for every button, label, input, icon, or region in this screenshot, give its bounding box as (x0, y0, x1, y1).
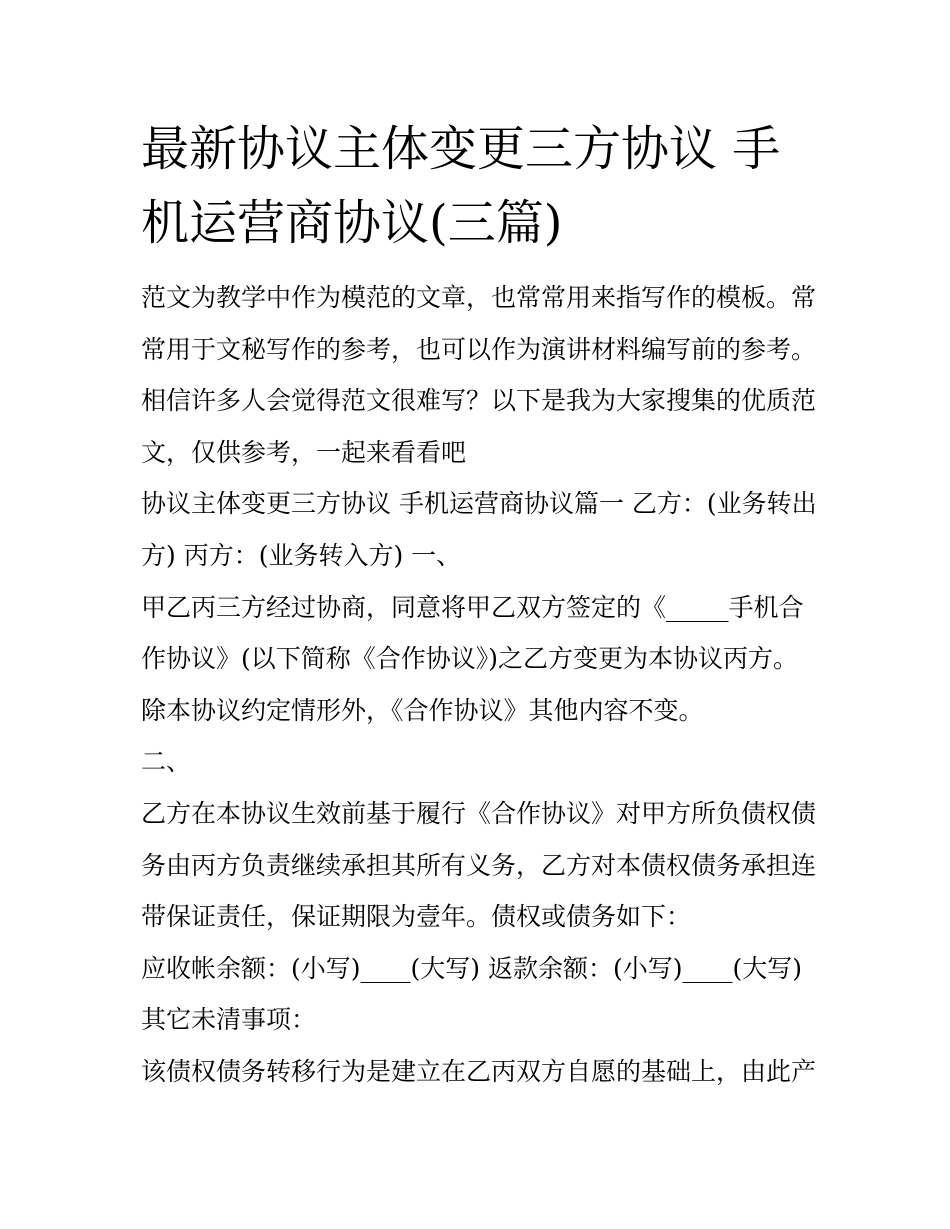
title-line: 机运营商协议(三篇) (141, 195, 563, 251)
text-line: 应收帐余额：(小写)____(大写) 返款余额：(小写)____(大写) (141, 953, 802, 983)
section-heading-paragraph (141, 478, 817, 581)
text-line: 方) 丙方：(业务转入方) 一、 (141, 540, 462, 570)
clause-two-paragraph (141, 788, 817, 943)
document-content (141, 112, 817, 1098)
text-line: 该债权债务转移行为是建立在乙丙双方自愿的基础上，由此产 (141, 1056, 817, 1086)
balance-paragraph (141, 943, 813, 1046)
text-line: 二、 (141, 747, 192, 777)
text-line: 协议主体变更三方协议 手机运营商协议篇一 乙方：(业务转出 (141, 489, 817, 519)
document-title (141, 112, 813, 260)
text-line: 务由丙方负责继续承担其所有义务，乙方对本债权债务承担连 (141, 850, 817, 880)
text-line: 其它未清事项： (141, 1005, 317, 1035)
title-line: 最新协议主体变更三方协议 手 (141, 121, 781, 177)
text-line: 相信许多人会觉得范文很难写？以下是我为大家搜集的优质范 (141, 386, 817, 416)
clause-two-heading (141, 736, 813, 788)
text-line: 除本协议约定情形外，《合作协议》其他内容不变。 (141, 695, 704, 725)
text-line: 作协议》(以下简称《合作协议》)之乙方变更为本协议丙方。 (141, 644, 799, 674)
text-line: 甲乙丙三方经过协商，同意将甲乙双方签定的《_____手机合 (141, 592, 804, 622)
transfer-paragraph (141, 1046, 817, 1098)
text-line: 常用于文秘写作的参考，也可以作为演讲材料编写前的参考。 (141, 334, 817, 364)
text-line: 乙方在本协议生效前基于履行《合作协议》对甲方所负债权债 (141, 798, 817, 828)
intro-paragraph (141, 272, 817, 478)
text-line: 带保证责任，保证期限为壹年。债权或债务如下： (141, 902, 692, 932)
text-line: 文，仅供参考，一起来看看吧 (141, 437, 467, 467)
clause-one-paragraph (141, 582, 813, 737)
text-line: 范文为教学中作为模范的文章，也常常用来指写作的模板。常 (141, 283, 817, 312)
